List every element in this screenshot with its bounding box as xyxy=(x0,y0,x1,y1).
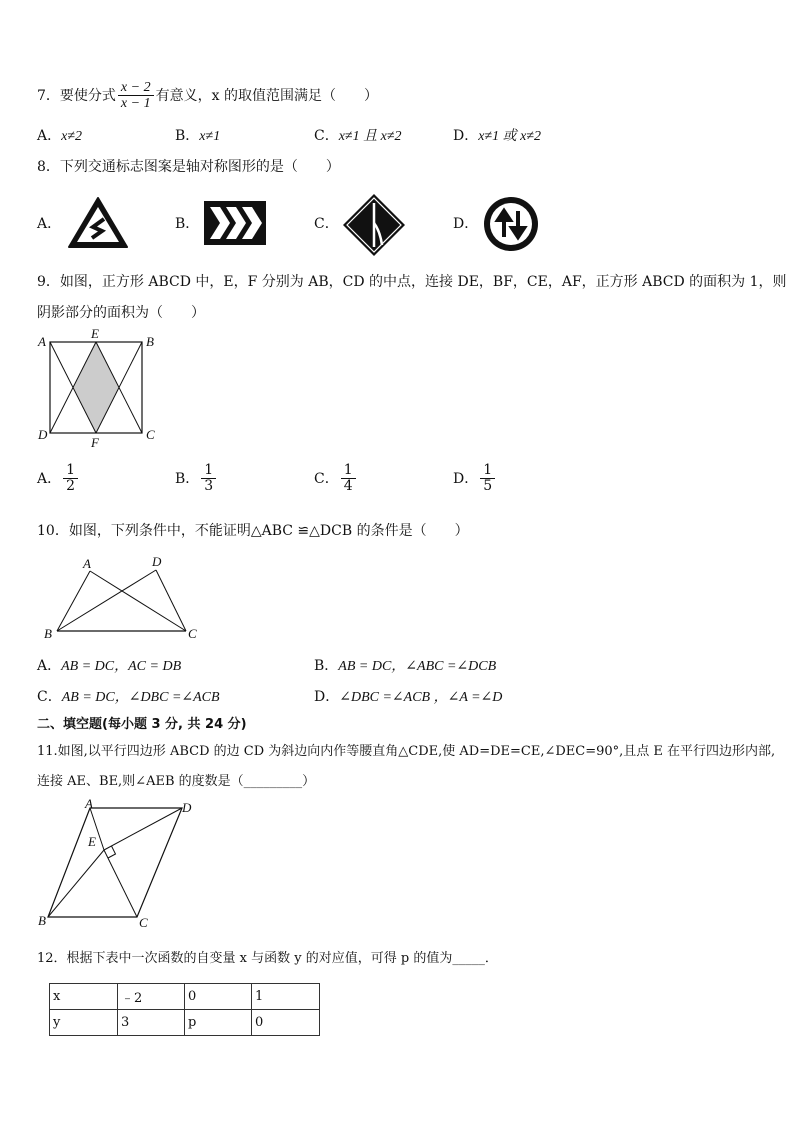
chevron-arrows-sign-icon xyxy=(204,201,266,245)
q9-option-c[interactable]: C． $\frac{1}{4}$ xyxy=(314,463,358,495)
q7-fraction: $\frac{x - 2}{x - 1}$ xyxy=(118,80,154,112)
q11-stem-line1: 11.如图,以平行四边形 ABCD 的边 CD 为斜边向内作等腰直角△CDE,使 AD=DE=CE,∠DEC=90°,且点 E 在平行四边形内部, xyxy=(37,744,776,759)
table-cell: x xyxy=(50,984,118,1010)
q7-option-a[interactable]: A．x≠2 xyxy=(37,128,83,144)
q10-option-d[interactable]: D．∠DBC =∠ACB ，∠A =∠D xyxy=(314,689,503,705)
q12-value-table xyxy=(49,983,320,1036)
two-way-traffic-sign-icon xyxy=(482,195,540,253)
q9-label-a: A xyxy=(38,334,46,349)
q10-option-a[interactable]: A．AB = DC，AC = DB xyxy=(37,658,182,674)
q12-stem: 12．根据下表中一次函数的自变量 x 与函数 y 的对应值，可得 p 的值为_____． xyxy=(37,951,498,966)
table-cell: y xyxy=(50,1010,118,1036)
q8-option-b[interactable]: B． xyxy=(175,216,200,232)
q10-label-c: C xyxy=(188,626,197,641)
q8-stem: 8．下列交通标志图案是轴对称图形的是（ ） xyxy=(37,159,340,175)
q10-option-c[interactable]: C．AB = DC，∠DBC =∠ACB xyxy=(37,689,220,705)
table-cell: ﹣2 xyxy=(118,984,185,1010)
q10-option-b[interactable]: B．AB = DC，∠ABC =∠DCB xyxy=(314,658,497,674)
q11-label-e: E xyxy=(88,834,96,849)
q9-option-d[interactable]: D． $\frac{1}{5}$ xyxy=(453,463,497,495)
table-row xyxy=(50,1010,320,1036)
q9-label-b: B xyxy=(146,334,154,349)
q11-stem-line2: 连接 AE、BE,则∠AEB 的度数是（_________） xyxy=(37,774,316,789)
q11-label-d: D xyxy=(182,800,192,815)
table-cell: 3 xyxy=(118,1010,185,1036)
table-row xyxy=(50,984,320,1010)
q10-triangles-figure xyxy=(40,556,200,642)
q9-label-f: F xyxy=(91,435,99,450)
q10-label-a: A xyxy=(83,556,91,571)
table-cell: 0 xyxy=(185,984,252,1010)
q9-stem-line2: 阴影部分的面积为（ ） xyxy=(37,305,205,321)
q8-option-d[interactable]: D． xyxy=(453,216,479,232)
section-title: 二、填空题(每小题 3 分, 共 24 分) xyxy=(37,717,247,732)
triangle-warning-sign-icon xyxy=(66,195,130,251)
q7-stem: 7．要使分式 $\frac{x - 2}{x - 1}$ 有意义，x 的取值范围满足（ ） xyxy=(37,80,378,112)
q9-stem-line1: 9．如图，正方形 ABCD 中，E，F 分别为 AB，CD 的中点，连接 DE，BF，CE，AF，正方形 ABCD 的面积为 1，则 xyxy=(37,274,787,290)
q7-option-d[interactable]: D．x≠1 或 x≠2 xyxy=(453,128,542,144)
q9-option-a[interactable]: A． $\frac{1}{2}$ xyxy=(37,463,80,495)
q11-label-a: A xyxy=(85,796,93,811)
q9-option-b[interactable]: B． $\frac{1}{3}$ xyxy=(175,463,218,495)
q11-parallelogram-figure xyxy=(36,796,206,932)
q7-option-b[interactable]: B．x≠1 xyxy=(175,128,221,144)
q9-label-e: E xyxy=(91,326,99,341)
q7-option-c[interactable]: C．x≠1 且 x≠2 xyxy=(314,128,402,144)
table-cell: 1 xyxy=(252,984,320,1010)
q9-square-figure xyxy=(34,326,164,450)
q10-label-d: D xyxy=(152,554,162,569)
merge-road-diamond-sign-icon xyxy=(342,193,406,257)
q11-label-b: B xyxy=(38,913,46,928)
q9-label-d: D xyxy=(38,427,48,442)
table-cell: 0 xyxy=(252,1010,320,1036)
table-cell: p xyxy=(185,1010,252,1036)
q8-option-c[interactable]: C． xyxy=(314,216,339,232)
q10-stem: 10．如图，下列条件中，不能证明△ABC ≌△DCB 的条件是（ ） xyxy=(37,523,469,539)
q9-label-c: C xyxy=(146,427,155,442)
q10-label-b: B xyxy=(44,626,52,641)
q8-option-a[interactable]: A． xyxy=(37,216,62,232)
q11-label-c: C xyxy=(139,915,148,930)
